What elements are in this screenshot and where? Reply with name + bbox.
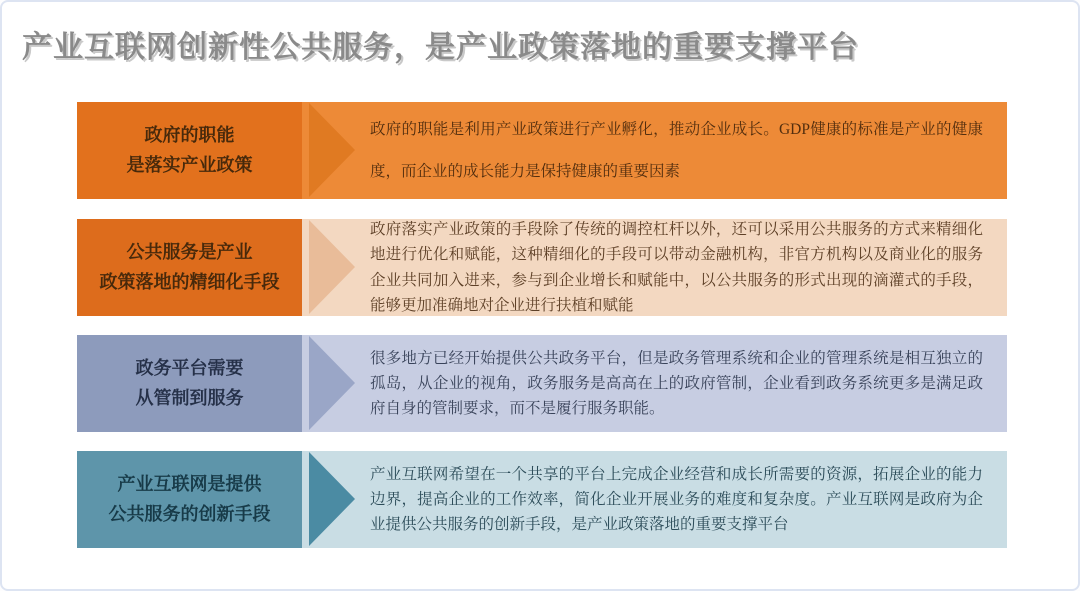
diagram-row-government-role — [77, 102, 1007, 199]
body-text: 很多地方已经开始提供公共政务平台，但是政务管理系统和企业的管理系统是相互独立的孤岛，从企业的视角，政务服务是高高在上的政府管制，企业看到政务系统更多是满足政府自身的管制要求，而不是履行服务职能。 — [370, 349, 983, 418]
label-line-1: 政务平台需要 — [135, 357, 244, 378]
arrow-right-icon — [309, 336, 355, 430]
body-box-gov-platform — [302, 335, 1007, 432]
label-line-2: 从管制到服务 — [135, 387, 244, 408]
label-line-2: 政策落地的精细化手段 — [99, 271, 280, 292]
label-line-1: 产业互联网是提供 — [117, 473, 262, 494]
label-box-gov-platform — [77, 335, 302, 432]
diagram-row-industrial-internet — [77, 451, 1007, 548]
arrow-right-icon — [309, 220, 355, 314]
arrow-right-icon — [309, 103, 355, 197]
body-text: 政府落实产业政策的手段除了传统的调控杠杆以外，还可以采用公共服务的方式来精细化地进行优化和赋能，这种精细化的手段可以带动金融机构，非官方机构以及商业化的服务企业共同加入进来，参与到企业增长和赋能中，以公共服务的形式出现的滴灌式的手段，能够更加准确地对企业进行扶植和赋能 — [370, 221, 983, 314]
body-text: 政府的职能是利用产业政策进行产业孵化，推动企业成长。GDP健康的标准是产业的健康度，而企业的成长能力是保持健康的重要因素 — [370, 120, 983, 180]
body-box-public-service — [302, 219, 1007, 316]
label-box-industrial-internet — [77, 451, 302, 548]
label-line-1: 公共服务是产业 — [126, 241, 253, 262]
body-box-industrial-internet — [302, 451, 1007, 548]
label-line-2: 公共服务的创新手段 — [108, 503, 271, 524]
label-box-government-role — [77, 102, 302, 199]
body-text: 产业互联网希望在一个共享的平台上完成企业经营和成长所需要的资源，拓展企业的能力边界，提高企业的工作效率，简化企业开展业务的难度和复杂度。产业互联网是政府为企业提供公共服务的创新手段，是产业政策落地的重要支撑平台 — [370, 465, 983, 534]
label-line-2: 是落实产业政策 — [126, 154, 253, 175]
diagram-row-gov-platform — [77, 335, 1007, 432]
label-line-1: 政府的职能 — [144, 124, 235, 145]
diagram-row-public-service — [77, 219, 1007, 316]
body-box-government-role — [302, 102, 1007, 199]
label-box-public-service — [77, 219, 302, 316]
page-title: 产业互联网创新性公共服务，是产业政策落地的重要支撑平台 — [22, 31, 859, 64]
arrow-right-icon — [309, 452, 355, 546]
